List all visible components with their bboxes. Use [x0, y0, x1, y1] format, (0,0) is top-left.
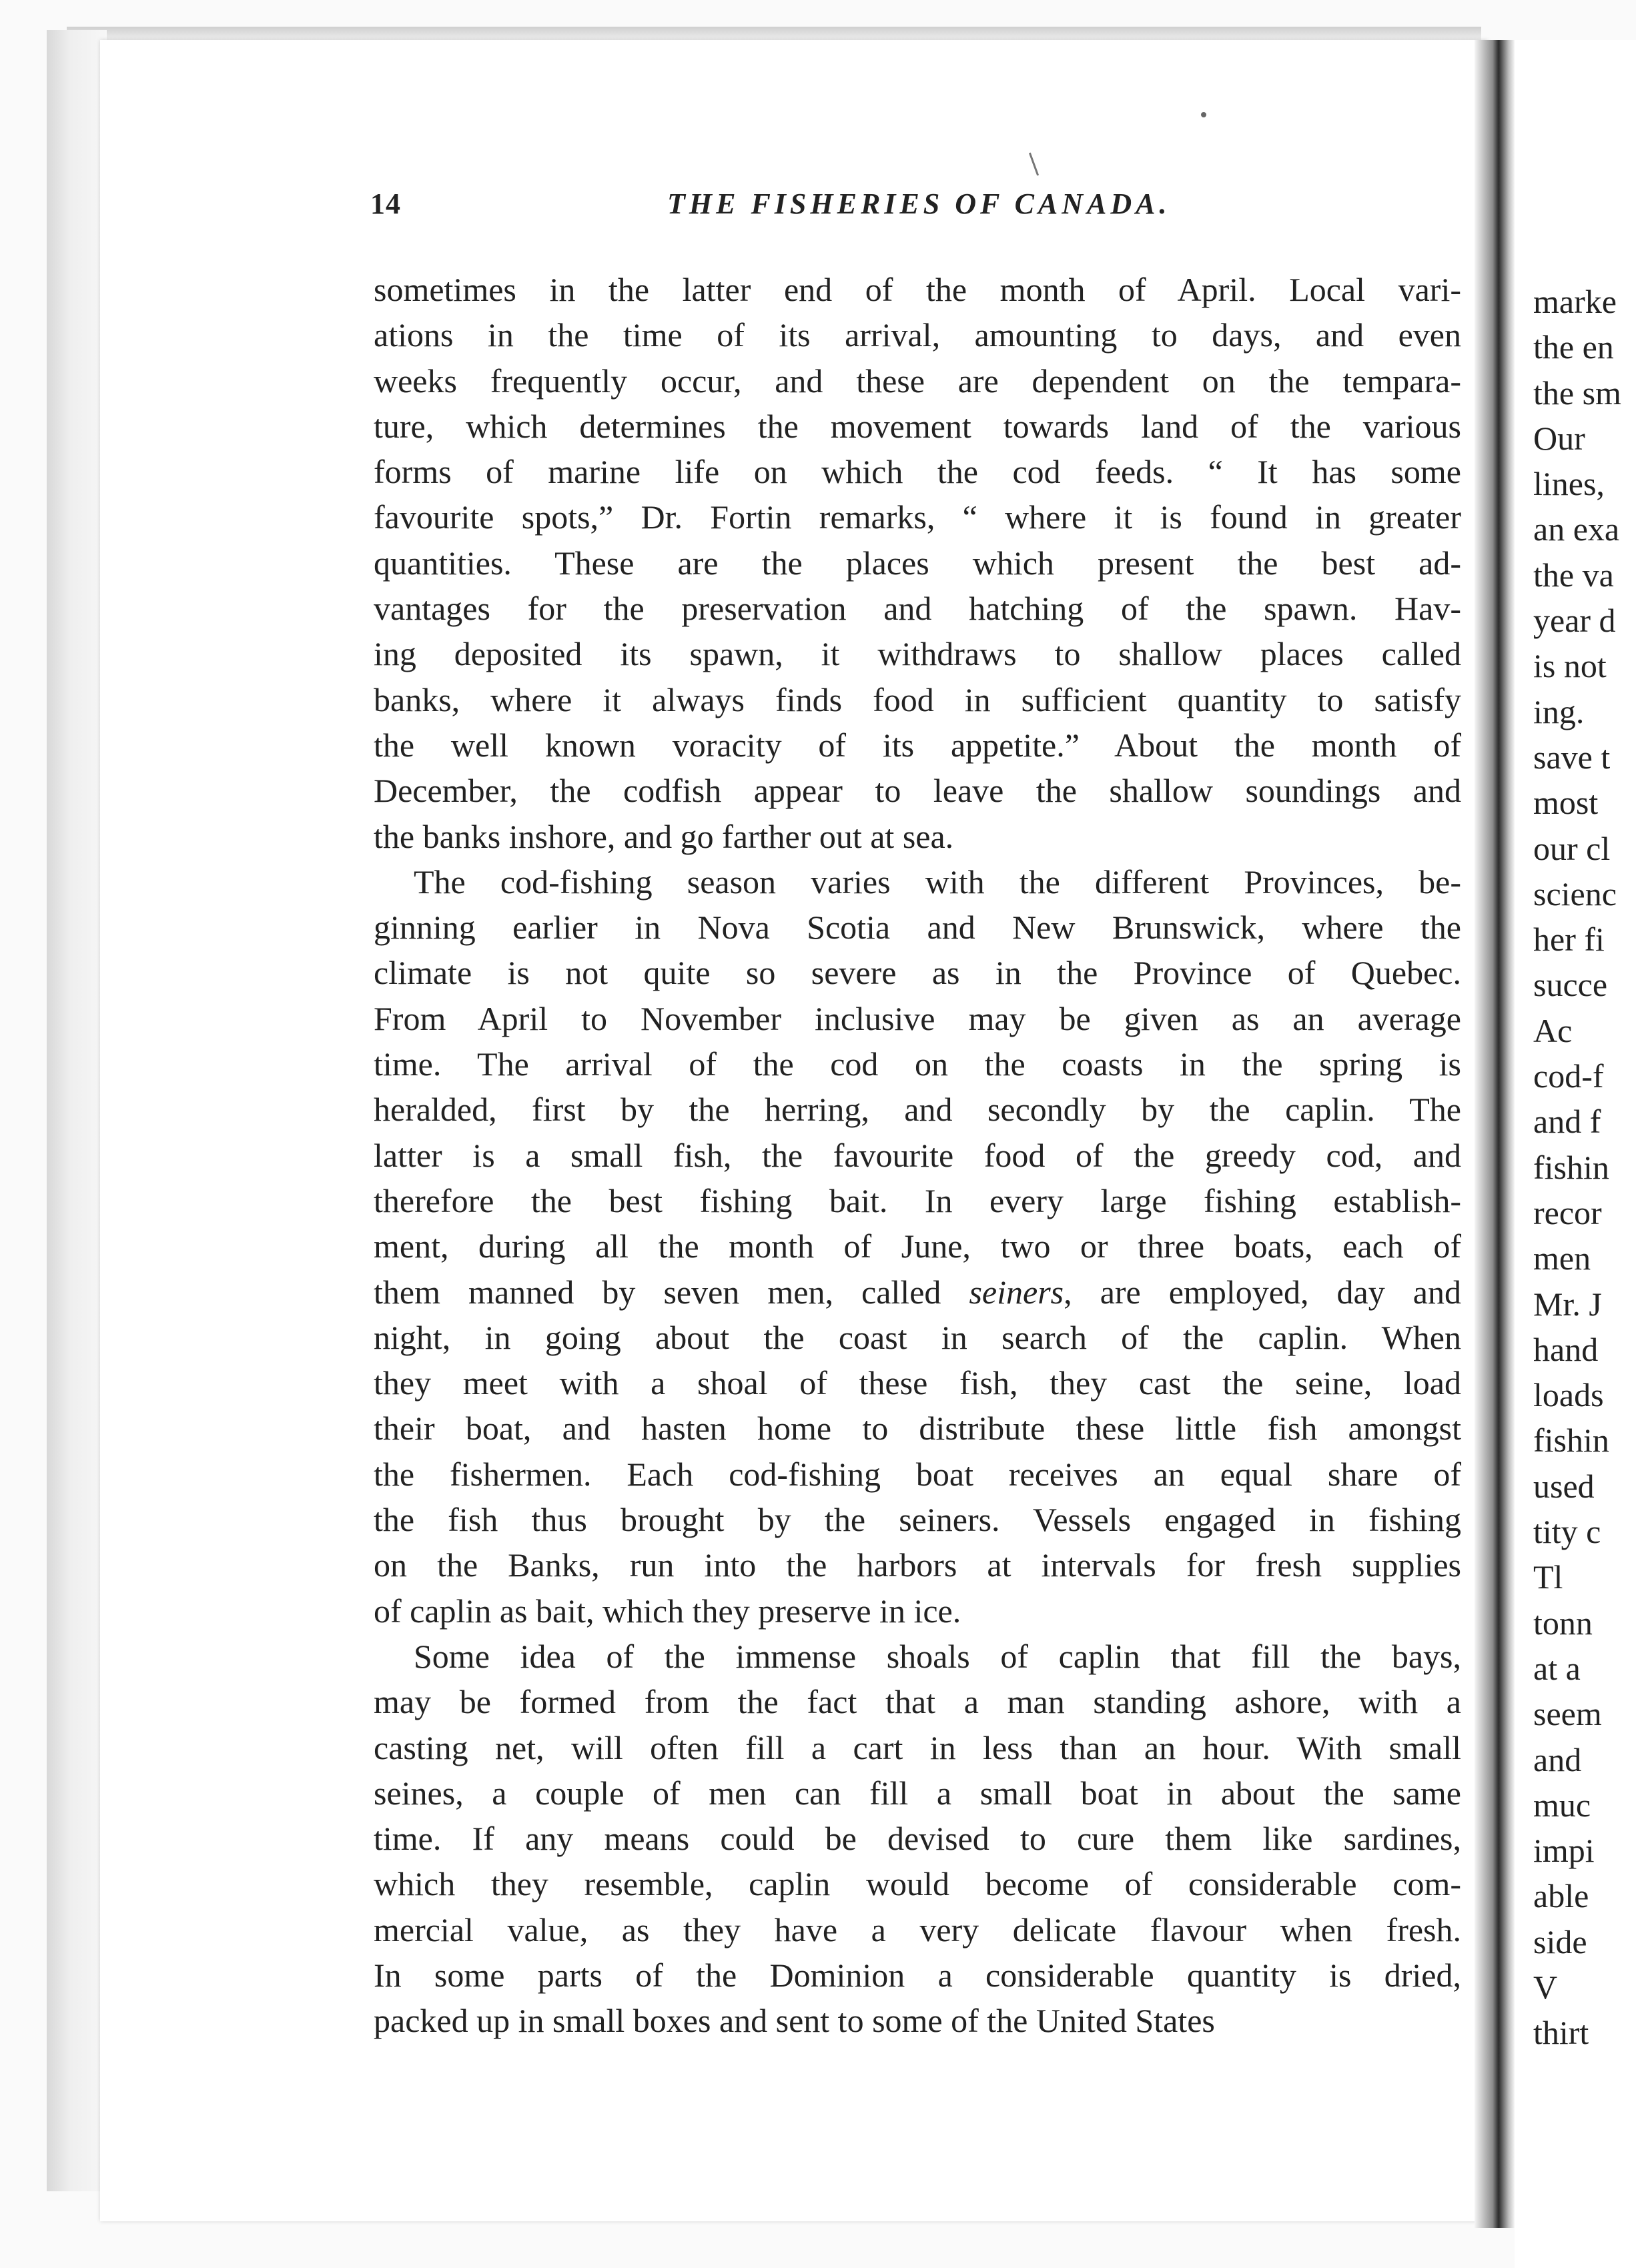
facing-page-line: able: [1533, 1877, 1589, 1915]
facing-page-line: Our: [1533, 419, 1585, 457]
facing-page-line: impi: [1533, 1832, 1595, 1870]
text-line: packed up in small boxes and sent to some of the United States: [374, 2002, 1215, 2040]
text-line: ment, during all the month of June, two or three boats, each of: [374, 1227, 1461, 1265]
facing-page-line: fishin: [1533, 1148, 1609, 1186]
text-line: night, in going about the coast in search of the caplin. When: [374, 1318, 1461, 1356]
text-line: of caplin as bait, which they preserve in ice.: [374, 1592, 961, 1630]
facing-page-line: and f: [1533, 1103, 1601, 1141]
text-line: latter is a small fish, the favourite food of the greedy cod, and: [374, 1136, 1461, 1174]
text-line: on the Banks, run into the harbors at intervals for fresh supplies: [374, 1546, 1461, 1584]
text-line: ations in the time of its arrival, amounting to days, and even: [374, 316, 1461, 354]
facing-page-line: save t: [1533, 738, 1611, 776]
text-line: weeks frequently occur, and these are dependent on the tempara-: [374, 362, 1461, 400]
text-line: may be formed from the fact that a man standing ashore, with a: [374, 1683, 1461, 1721]
text-line: Some idea of the immense shoals of caplin that fill the bays,: [414, 1637, 1461, 1675]
text-line: ginning earlier in Nova Scotia and New Brunswick, where the: [374, 909, 1461, 947]
text-line: time. If any means could be devised to cure them like sardines,: [374, 1820, 1461, 1858]
text-line: The cod-fishing season varies with the different Provinces, be-: [414, 863, 1461, 901]
facing-page-line: is not: [1533, 647, 1607, 685]
facing-page-line: the en: [1533, 328, 1614, 366]
running-title: THE FISHERIES OF CANADA.: [667, 187, 1171, 220]
text-line: they meet with a shoal of these fish, they cast the seine, load: [374, 1364, 1461, 1402]
book-gutter: [1475, 40, 1515, 2228]
text-line: the banks inshore, and go farther out at sea.: [374, 817, 954, 855]
text-line: mercial value, as they have a very delicate flavour when fresh.: [374, 1910, 1461, 1948]
text-line: December, the codfish appear to leave the shallow soundings and: [374, 772, 1461, 810]
facing-page-line: men: [1533, 1239, 1591, 1277]
facing-page-line: fishin: [1533, 1422, 1609, 1460]
text-line: vantages for the preservation and hatching of the spawn. Hav-: [374, 590, 1461, 628]
text-line: climate is not quite so severe as in the Province of Quebec.: [374, 954, 1461, 992]
facing-page-line: cod-f: [1533, 1057, 1604, 1095]
facing-page-line: the sm: [1533, 374, 1621, 412]
facing-page-line: tity c: [1533, 1513, 1601, 1551]
facing-page-line: used: [1533, 1467, 1595, 1505]
text-line: the well known voracity of its appetite.” About the month of: [374, 726, 1461, 764]
facing-page-line: marke: [1533, 283, 1617, 320]
page-stack-top-edge: [67, 27, 1481, 41]
page-number: 14: [370, 187, 401, 220]
facing-page-line: ing.: [1533, 692, 1585, 730]
facing-page-line: scienc: [1533, 875, 1617, 913]
facing-page-line: an exa: [1533, 510, 1620, 548]
text-line: forms of marine life on which the cod feeds. “ It has some: [374, 453, 1461, 491]
facing-page-line: Mr. J: [1533, 1285, 1602, 1323]
text-line: In some parts of the Dominion a considerable quantity is dried,: [374, 1956, 1461, 1994]
body-text: [374, 267, 1461, 2044]
facing-page-line: her fi: [1533, 921, 1605, 959]
facing-page-line: loads: [1533, 1376, 1604, 1414]
text-line: them manned by seven men, called seiners, are employed, day and: [374, 1273, 1461, 1311]
facing-page-line: seem: [1533, 1695, 1602, 1733]
text-line: casting net, will often fill a cart in less than an hour. With small: [374, 1728, 1461, 1766]
text-line: time. The arrival of the cod on the coasts in the spring is: [374, 1045, 1461, 1083]
text-line: the fishermen. Each cod-fishing boat receives an equal share of: [374, 1455, 1461, 1493]
facing-page-text: [1533, 279, 1636, 2056]
page-stack-left-edge: [47, 30, 107, 2191]
facing-page-line: tonn: [1533, 1604, 1593, 1642]
facing-page-line: side: [1533, 1922, 1587, 1960]
facing-page-line: Ac: [1533, 1011, 1573, 1049]
facing-page-line: most: [1533, 784, 1599, 822]
text-line: which they resemble, caplin would become of considerable com-: [374, 1865, 1461, 1903]
facing-page-line: lines,: [1533, 465, 1605, 503]
facing-page-line: V: [1533, 1968, 1558, 2006]
text-line: banks, where it always finds food in sufficient quantity to satisfy: [374, 680, 1461, 718]
facing-page-line: Tl: [1533, 1558, 1563, 1596]
facing-page-line: thirt: [1533, 2014, 1589, 2052]
text-line: therefore the best fishing bait. In every large fishing establish-: [374, 1181, 1461, 1219]
facing-page-line: muc: [1533, 1786, 1591, 1824]
text-line: seines, a couple of men can fill a small boat in about the same: [374, 1774, 1461, 1812]
stray-dot-mark: [1201, 112, 1206, 117]
facing-page-line: hand: [1533, 1330, 1599, 1368]
facing-page-line: the va: [1533, 556, 1614, 594]
facing-page-line: and: [1533, 1740, 1582, 1778]
facing-page-line: our cl: [1533, 829, 1611, 867]
text-line: ture, which determines the movement towards land of the various: [374, 407, 1461, 445]
facing-page-line: year d: [1533, 602, 1616, 640]
text-line: ing deposited its spawn, it withdraws to shallow places called: [374, 635, 1461, 673]
text-line: the fish thus brought by the seiners. Vessels engaged in fishing: [374, 1501, 1461, 1539]
facing-page-line: recor: [1533, 1193, 1602, 1231]
text-line: quantities. These are the places which present the best ad-: [374, 544, 1461, 582]
text-line: favourite spots,” Dr. Fortin remarks, “ where it is found in greater: [374, 498, 1461, 536]
facing-page-line: at a: [1533, 1649, 1581, 1687]
text-line: From April to November inclusive may be given as an average: [374, 999, 1461, 1037]
text-line: their boat, and hasten home to distribute these little fish amongst: [374, 1409, 1461, 1448]
text-line: sometimes in the latter end of the month of April. Local vari-: [374, 271, 1461, 308]
text-line: heralded, first by the herring, and secondly by the caplin. The: [374, 1091, 1461, 1129]
facing-page-line: succe: [1533, 966, 1608, 1004]
